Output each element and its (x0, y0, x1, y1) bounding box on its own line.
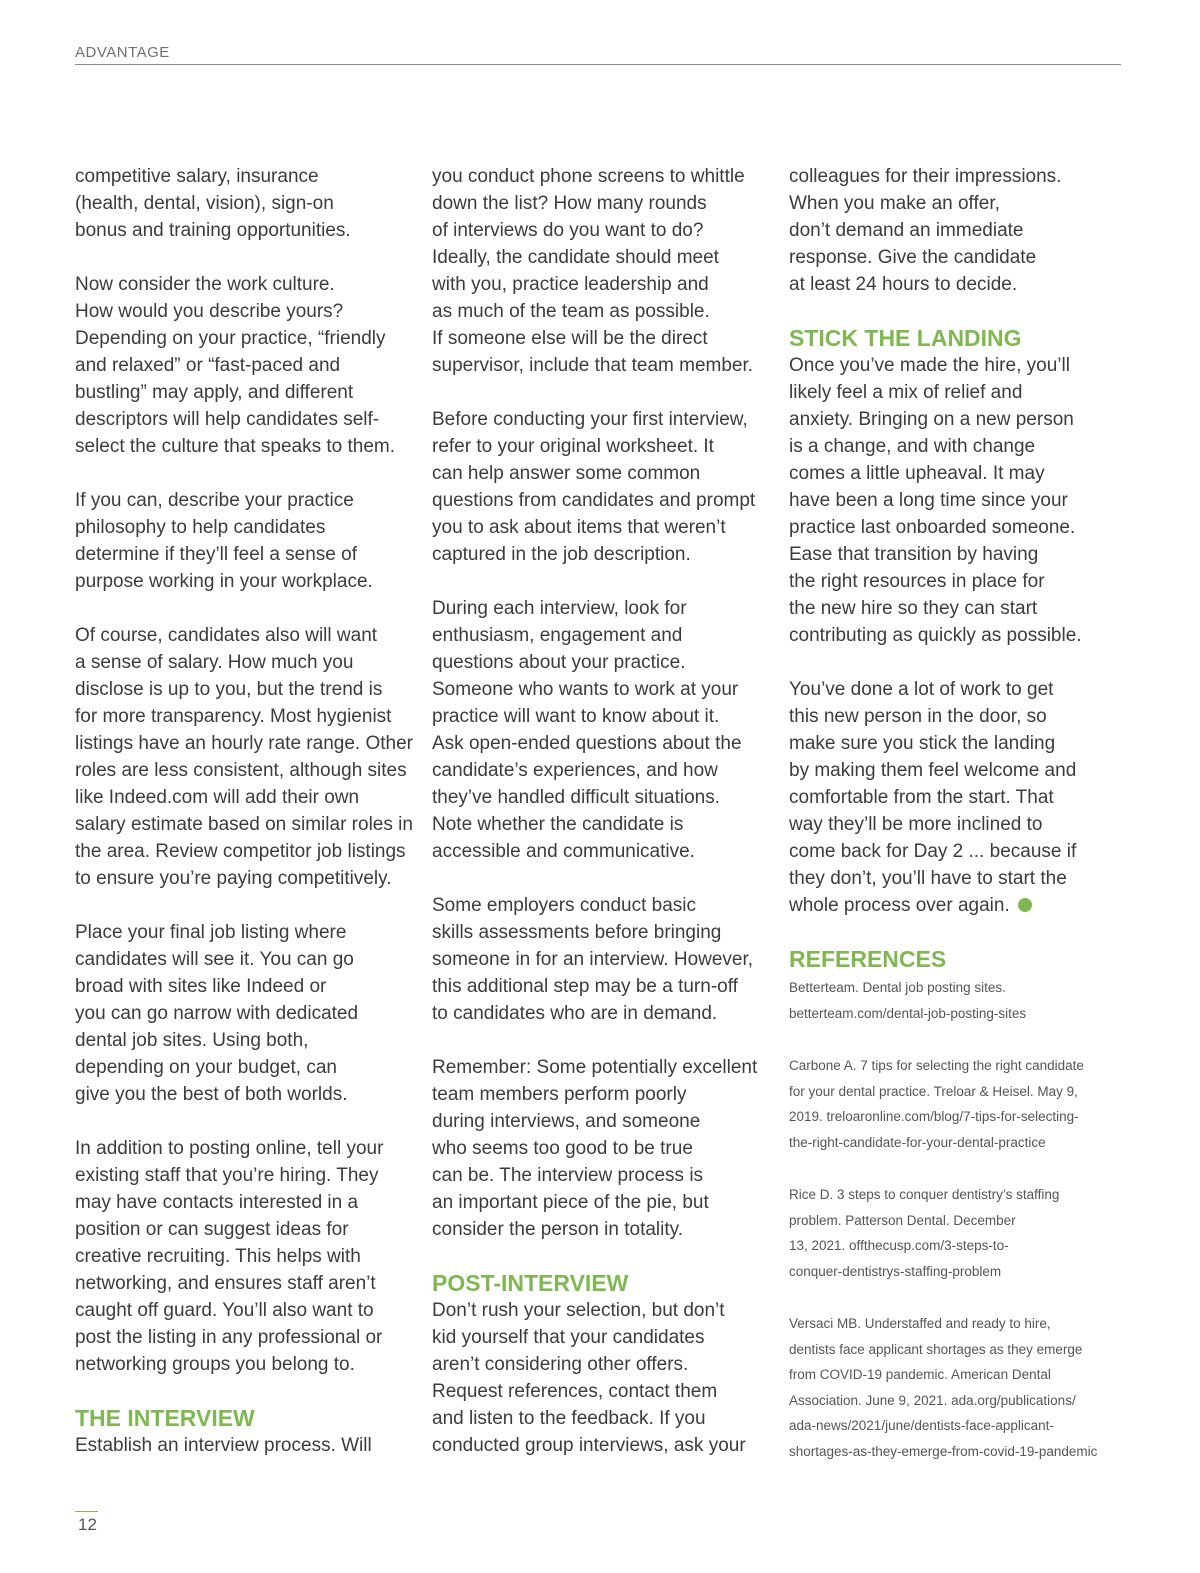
body-paragraph: Remember: Some potentially excellent team members perform poorly during interviews, and someone who seems too good to be true can be. The interview process is an important piece of the pie, but consider the person in totality. (432, 1057, 758, 1240)
body-paragraph: Some employers conduct basic skills assessments before bringing someone in for an interview. However, this additional step may be a turn-off to candidates who are in demand. (432, 895, 754, 1024)
body-paragraph: Establish an interview process. Will (75, 1435, 372, 1456)
reference-item: Carbone A. 7 tips for selecting the right candidate for your dental practice. Treloar & Heisel. May 9, 2019. treloaronline.com/blog/7-tips-for-selecting- the-right-candidate-for-your-dental-practice (789, 1058, 1084, 1150)
reference-item: Versaci MB. Understaffed and ready to hire, dentists face applicant shortages as they emerge from COVID-19 pandemic. American Dental Association. June 9, 2021. ada.org/publications/ ada-news/2021/june/dentists-face-applicant- shortages-as-they-emerge-from-covid-19-pandemic (789, 1316, 1098, 1459)
end-mark-dot-icon (1018, 898, 1032, 912)
body-paragraph: Of course, candidates also will want a sense of salary. How much you disclose is up to you, but the trend is for more transparency. Most hygienist listings have an hourly rate range. Other roles are less consistent, although sites like Indeed.com will add their own salary estimate based on similar roles in the area. Review competitor job listings to ensure you’re paying competitively. (75, 625, 413, 889)
column-2 (432, 163, 772, 1459)
section-heading-stick-the-landing: STICK THE LANDING (789, 325, 1022, 351)
final-paragraph-text: You’ve done a lot of work to get this new person in the door, so make sure you stick the landing by making them feel welcome and comfortable from the start. That way they’ll be more inclined to come back for Day 2 ... because if they don’t, you’ll have to start the whole process over again. (789, 679, 1077, 916)
section-heading-references: REFERENCES (789, 946, 947, 972)
references-list (789, 975, 1129, 1464)
body-paragraph: In addition to posting online, tell your existing staff that you’re hiring. They may have contacts interested in a position or can suggest ideas for creative recruiting. This helps with networking, and ensures staff aren’t caught off guard. You’ll also want to post the listing in any professional or networking groups you belong to. (75, 1138, 384, 1375)
section-heading-post-interview: POST-INTERVIEW (432, 1270, 629, 1296)
column-1 (75, 163, 415, 1459)
reference-item: Rice D. 3 steps to conquer dentistry’s staffing problem. Patterson Dental. December 13, 2021. offthecusp.com/3-steps-to- conquer-dentistrys-staffing-problem (789, 1187, 1060, 1279)
page-number: 12 (78, 1515, 97, 1534)
body-paragraph: Once you’ve made the hire, you’ll likely feel a mix of relief and anxiety. Bringing on a new person is a change, and with change comes a little upheaval. It may have been a long time since your practice last onboarded someone. Ease that transition by having the right resources in place for the new hire so they can start contributing as quickly as possible. (789, 355, 1082, 646)
reference-item: Betterteam. Dental job posting sites. betterteam.com/dental-job-posting-sites (789, 980, 1027, 1021)
body-paragraph-final (789, 676, 1129, 919)
body-paragraph: During each interview, look for enthusiasm, engagement and questions about your practice. Someone who wants to work at your practice will want to know about it. Ask open-ended questions about the candidate’s experiences, and how they’ve handled difficult situations. Note whether the candidate is accessible and communicative. (432, 598, 742, 862)
section-heading-the-interview: THE INTERVIEW (75, 1405, 255, 1431)
footer-rule (75, 1511, 98, 1512)
page-header-label: ADVANTAGE (75, 44, 170, 61)
body-paragraph: Place your final job listing where candidates will see it. You can go broad with sites like Indeed or you can go narrow with dedicated dental job sites. Using both, depending on your budget, can give you the best of both worlds. (75, 922, 359, 1105)
body-paragraph: Don’t rush your selection, but don’t kid yourself that your candidates aren’t considering other offers. Request references, contact them and listen to the feedback. If you conducted group interviews, ask your (432, 1300, 746, 1456)
body-paragraph: you conduct phone screens to whittle down the list? How many rounds of interviews do you want to do? Ideally, the candidate should meet with you, practice leadership and as much of the team as possible. If someone else will be the direct supervisor, include that team member. (432, 166, 754, 376)
column-3 (789, 163, 1129, 1491)
header-rule (75, 64, 1121, 65)
body-paragraph: competitive salary, insurance (health, dental, vision), sign-on bonus and training opportunities. (75, 166, 351, 241)
body-paragraph: Before conducting your first interview, refer to your original worksheet. It can help answer some common questions from candidates and prompt you to ask about items that weren’t captured in the job description. (432, 409, 756, 565)
body-paragraph: If you can, describe your practice philosophy to help candidates determine if they’ll feel a sense of purpose working in your workplace. (75, 490, 373, 592)
body-paragraph: colleagues for their impressions. When you make an offer, don’t demand an immediate response. Give the candidate at least 24 hours to decide. (789, 166, 1062, 295)
body-paragraph: Now consider the work culture. How would you describe yours? Depending on your practice, “friendly and relaxed” or “fast-paced and bustling” may apply, and different descriptors will help candidates self- select the culture that speaks to them. (75, 274, 396, 457)
